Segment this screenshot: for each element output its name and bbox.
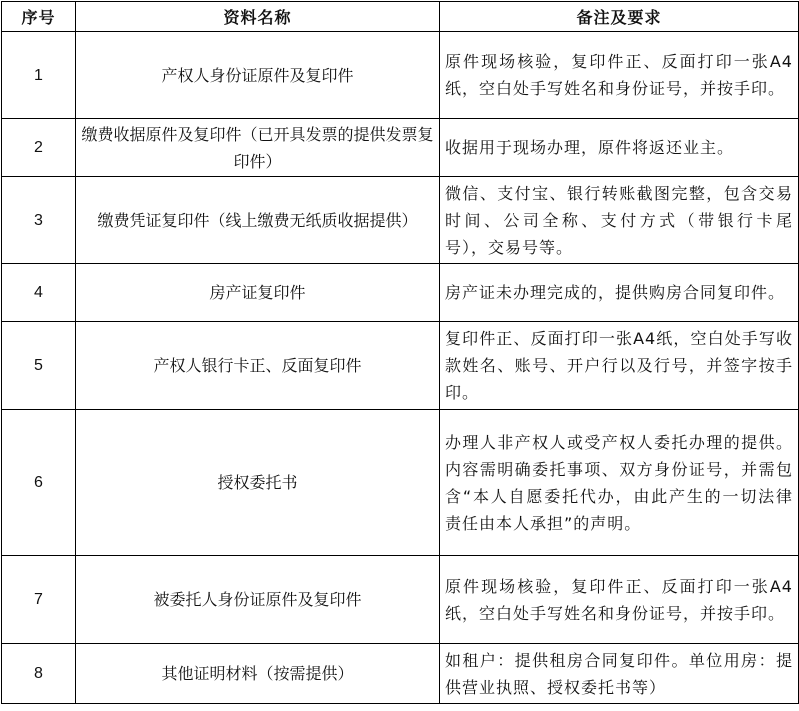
header-index: 序号: [2, 2, 76, 32]
row-document-name: 房产证复印件: [76, 264, 440, 322]
row-index: 1: [2, 32, 76, 119]
materials-table: [1, 1, 799, 704]
table-row: [2, 264, 799, 322]
row-index: 7: [2, 556, 76, 644]
row-document-name: 其他证明材料（按需提供）: [76, 644, 440, 704]
row-index: 5: [2, 322, 76, 410]
row-document-name: 缴费凭证复印件（线上缴费无纸质收据提供）: [76, 177, 440, 264]
row-document-name: 产权人银行卡正、反面复印件: [76, 322, 440, 410]
row-note: 原件现场核验，复印件正、反面打印一张A4纸，空白处手写姓名和身份证号，并按手印。: [440, 32, 799, 119]
table-row: [2, 32, 799, 119]
row-note: 如租户：提供租房合同复印件。单位用房：提供营业执照、授权委托书等）: [440, 644, 799, 704]
header-notes: 备注及要求: [440, 2, 799, 32]
row-index: 4: [2, 264, 76, 322]
table-header-row: [2, 2, 799, 32]
table-row: [2, 556, 799, 644]
table-row: [2, 177, 799, 264]
row-note: 原件现场核验，复印件正、反面打印一张A4纸，空白处手写姓名和身份证号，并按手印。: [440, 556, 799, 644]
table-row: [2, 410, 799, 556]
row-document-name: 产权人身份证原件及复印件: [76, 32, 440, 119]
row-note: 复印件正、反面打印一张A4纸，空白处手写收款姓名、账号、开户行以及行号，并签字按手印。: [440, 322, 799, 410]
row-note: 收据用于现场办理，原件将返还业主。: [440, 119, 799, 177]
row-index: 3: [2, 177, 76, 264]
row-document-name: 缴费收据原件及复印件（已开具发票的提供发票复印件）: [76, 119, 440, 177]
table-row: [2, 644, 799, 704]
row-note: 微信、支付宝、银行转账截图完整，包含交易时间、公司全称、支付方式（带银行卡尾号），交易号等。: [440, 177, 799, 264]
row-document-name: 授权委托书: [76, 410, 440, 556]
row-note: 房产证未办理完成的，提供购房合同复印件。: [440, 264, 799, 322]
row-index: 2: [2, 119, 76, 177]
row-index: 8: [2, 644, 76, 704]
table-row: [2, 119, 799, 177]
row-note: 办理人非产权人或受产权人委托办理的提供。内容需明确委托事项、双方身份证号，并需包含“本人自愿委托代办，由此产生的一切法律责任由本人承担”的声明。: [440, 410, 799, 556]
row-index: 6: [2, 410, 76, 556]
row-document-name: 被委托人身份证原件及复印件: [76, 556, 440, 644]
table-row: [2, 322, 799, 410]
header-document-name: 资料名称: [76, 2, 440, 32]
